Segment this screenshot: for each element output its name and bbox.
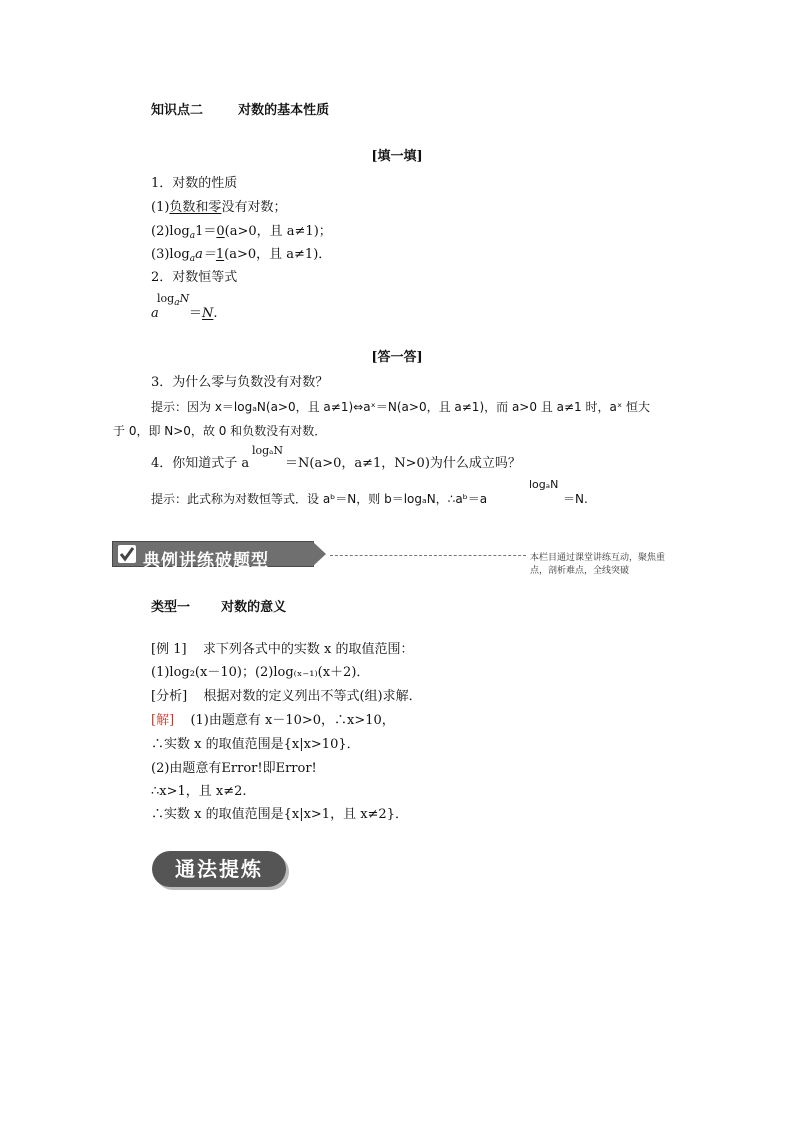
section-title: 对数的基本性质 (238, 103, 330, 118)
answer-blank: 负数和零 (169, 200, 222, 215)
check-icon (118, 545, 136, 563)
answer-blank: 0 (216, 224, 225, 239)
solution-line-5: ∴实数 x 的取值范围是{x|x>1，且 x≠2}． (151, 807, 408, 822)
property-2: $(2)\log_a1=0(a>0$，且 a≠1)； (151, 224, 332, 241)
hint-3-line-1: 提示：因为 x＝logₐN(a>0，且 a≠1)⇔aˣ＝N(a>0，且 a≠1)，而 a>0 且 a≠1 时，aˣ 恒大 (151, 400, 650, 414)
solution-line-2: ∴实数 x 的取值范围是{x|x>10}． (151, 737, 360, 752)
analysis-label: [分析] (151, 689, 188, 704)
hint-3-line-2: 于 0，即 N>0，故 0 和负数没有对数． (113, 424, 327, 438)
hint-4: 提示：此式称为对数恒等式．设 aᵇ＝N，则 b＝logₐN，∴aᵇ＝a logₐN ＝N. (151, 478, 588, 506)
example-label: [例 1] (151, 642, 187, 657)
question-3: 3．为什么零与负数没有对数？ (151, 375, 329, 390)
question-4: 4．你知道式子 a logₐN ＝N(a>0，a≠1，N>0)为什么成立吗？ (151, 444, 521, 471)
solution-line-4: ∴x>1，且 x≠2. (151, 784, 247, 799)
property-3: $(3)\log_aa=1(a>0$，且 a≠1)． (151, 247, 332, 264)
type-number: 类型一 (151, 600, 191, 615)
property-1: (1)负数和零没有对数； (151, 200, 287, 215)
method-badge (152, 851, 286, 887)
answer-label: [答一答] (371, 350, 423, 365)
banner-divider (330, 555, 526, 556)
type-heading (151, 601, 286, 614)
item1-title: 1．对数的性质 (151, 176, 238, 191)
solution-label: [解] (151, 713, 175, 728)
section-number: 知识点二 (151, 103, 204, 118)
badge-title: 通法提炼 (175, 857, 263, 881)
identity-exponent: $\log_aN$ (157, 292, 190, 308)
solution-line-1: [解] (1)由题意有 x－10>0，∴x>10， (151, 713, 395, 728)
answer-blank: 1 (215, 247, 225, 262)
banner-arrow (312, 541, 326, 567)
section-heading (151, 104, 329, 117)
fill-label: [填一填] (371, 149, 423, 164)
type-title: 对数的意义 (221, 600, 287, 615)
example-1: [例 1] 求下列各式中的实数 x 的取值范围： (151, 642, 414, 657)
analysis: [分析] 根据对数的定义列出不等式(组)求解． (151, 689, 422, 704)
banner-box (112, 541, 314, 571)
banner-note: 本栏目通过课堂讲练互动，聚焦重点，剖析难点，全线突破 (530, 553, 666, 576)
example-expression: (1)log₂(x－10)；(2)log₍ₓ₋₁₎(x＋2)． (151, 665, 370, 680)
banner-title: 典例讲练破题型 (143, 551, 269, 571)
solution-line-3: (2)由题意有Error!即Error! (151, 761, 317, 776)
item2-title: 2．对数恒等式 (151, 270, 238, 285)
log-identity: $\log_aN$ a ＝N. (151, 292, 218, 321)
section-banner (112, 541, 674, 576)
